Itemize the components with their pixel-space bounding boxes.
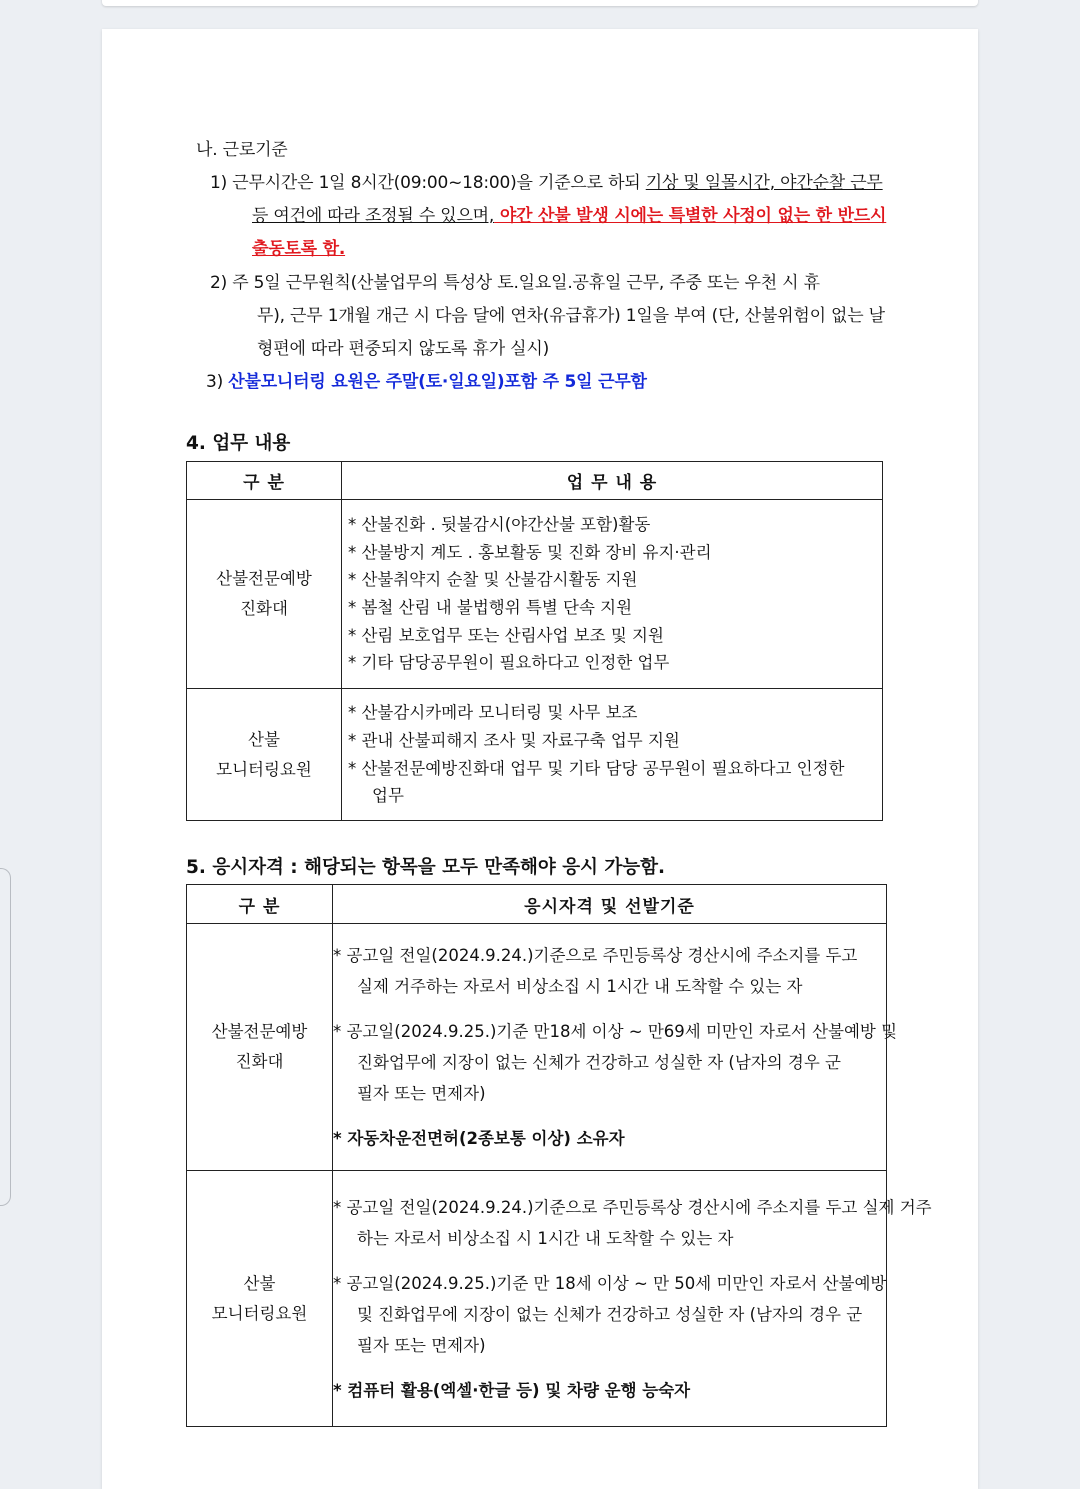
list-item: * 봄철 산림 내 불법행위 특별 단속 지원: [348, 598, 633, 617]
list-item: * 자동차운전면허(2종보통 이상) 소유자: [333, 1129, 625, 1148]
category-cell: 산불전문예방 진화대: [187, 924, 333, 1171]
side-scroll-handle[interactable]: [0, 868, 11, 1206]
qualification-header-criteria: 응시자격 및 선발기준: [333, 885, 887, 924]
list-item: * 공고일 전일(2024.9.24.)기준으로 주민등록상 경산시에 주소지를 두고 실제 거주: [333, 1197, 932, 1217]
duties-header-category: 구 분: [187, 462, 342, 500]
item2-line1: 2) 주 5일 근무원칙(산불업무의 특성상 토.일요일.공휴일 근무, 주중 또는 우천 시 휴: [210, 273, 820, 293]
list-item: * 산림 보호업무 또는 산림사업 보조 및 지원: [348, 625, 664, 645]
list-item: * 산불방지 계도 . 홍보활동 및 진화 장비 유지·관리: [348, 542, 712, 562]
previous-page-edge: [102, 0, 978, 6]
list-item: * 컴퓨터 활용(엑셀·한글 등) 및 차량 운행 능숙자: [333, 1380, 691, 1400]
section5-title: 5. 응시자격 : 해당되는 항목을 모두 만족해야 응시 가능함.: [186, 857, 666, 878]
duties-header-content: 업 무 내 용: [342, 462, 883, 500]
qualification-header-category: 구 분: [187, 885, 333, 924]
item2-line2: 무), 근무 1개월 개근 시 다음 달에 연차(유급휴가) 1일을 부여 (단, 산불위험이 없는 날: [257, 306, 885, 326]
category-cell: 산불 모니터링요원: [187, 689, 342, 821]
criteria-cell: [333, 1171, 932, 1427]
list-item: * 산불진화 . 뒷불감시(야간산불 포함)활동: [348, 515, 651, 535]
list-item-continuation: 실제 거주하는 자로서 비상소집 시 1시간 내 도착할 수 있는 자: [357, 977, 803, 996]
table-row: [187, 1171, 887, 1427]
list-item-continuation: 및 진화업무에 지장이 없는 신체가 건강하고 성실한 자 (남자의 경우 군: [357, 1304, 863, 1324]
duties-table-header: [187, 462, 883, 500]
list-item: * 산불감시카메라 모니터링 및 사무 보조: [348, 703, 638, 723]
section4-title: 4. 업무 내용: [186, 433, 291, 454]
list-item: * 공고일 전일(2024.9.24.)기준으로 주민등록상 경산시에 주소지를 두고: [333, 946, 858, 965]
list-item: * 기타 담당공무원이 필요하다고 인정한 업무: [348, 653, 670, 673]
list-item-continuation: 필자 또는 면제자): [357, 1084, 486, 1103]
item1-line1: 1) 근무시간은 1일 8시간(09:00~18:00)을 기준으로 하되 기상 및 일몰시간, 야간순찰 근무: [210, 173, 883, 193]
table-row: [187, 500, 883, 689]
list-item: * 관내 산불피해지 조사 및 자료구축 업무 지원: [348, 730, 680, 750]
duties-cell: [342, 689, 883, 821]
duties-cell: [342, 500, 883, 689]
list-item-continuation: 업무: [372, 786, 404, 806]
list-item: * 산불전문예방진화대 업무 및 기타 담당 공무원이 필요하다고 인정한: [348, 758, 845, 778]
item2-line3: 형편에 따라 편중되지 않도록 휴가 실시): [257, 339, 550, 359]
list-item-continuation: 하는 자로서 비상소집 시 1시간 내 도착할 수 있는 자: [357, 1228, 734, 1248]
list-item: * 산불취약지 순찰 및 산불감시활동 지원: [348, 570, 638, 590]
table-row: [187, 689, 883, 821]
item1-line3: 출동토록 함.: [252, 239, 346, 259]
duties-table: [186, 461, 883, 821]
item3: 3) 산불모니터링 요원은 주말(토·일요일)포함 주 5일 근무함: [206, 372, 647, 392]
category-cell: 산불전문예방 진화대: [187, 500, 342, 689]
list-item-continuation: 필자 또는 면제자): [357, 1335, 486, 1355]
criteria-cell: [333, 924, 898, 1171]
list-item: * 공고일(2024.9.25.)기준 만 18세 이상 ~ 만 50세 미만인 자로서 산불예방: [333, 1273, 887, 1293]
section-na-title: 나. 근로기준: [196, 140, 288, 160]
qualification-table-header: [187, 885, 887, 924]
item1-line2: 등 여건에 따라 조정될 수 있으며, 야간 산불 발생 시에는 특별한 사정이 없는 한 반드시: [252, 206, 887, 226]
category-cell: 산불 모니터링요원: [187, 1171, 333, 1427]
qualification-table: [186, 884, 932, 1427]
list-item: * 공고일(2024.9.25.)기준 만18세 이상 ~ 만69세 미만인 자로서 산불예방 및: [333, 1022, 898, 1041]
table-row: [187, 924, 887, 1171]
document-page: [102, 29, 978, 1489]
list-item-continuation: 진화업무에 지장이 없는 신체가 건강하고 성실한 자 (남자의 경우 군: [357, 1053, 841, 1072]
